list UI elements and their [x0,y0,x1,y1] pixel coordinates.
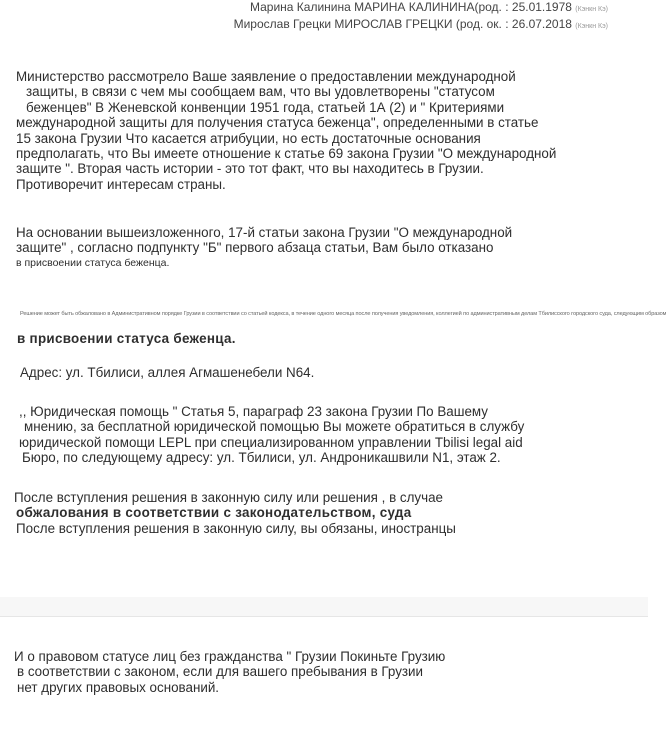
header-line-2 [234,17,608,31]
page-divider [0,616,648,617]
text-line: защите ". Вторая часть истории - это тот факт, что вы находитесь в Грузии. [16,161,484,177]
refusal-paragraph [16,225,512,271]
text-line: в соответствии с законом, если для вашего пребывания в Грузии [17,664,424,680]
page-gap [0,597,648,617]
text-line: На основании вышеизложенного, 17-й статьи закона Грузии "О международной [16,225,513,240]
text-line: юридической помощи LEPL при специализированном управлении Tbilisi legal aid [19,434,523,450]
after-decision-paragraph [14,490,456,536]
text-line: Министерство рассмотрело Ваше заявление о предоставлении международной [16,69,516,84]
text-line: защите" , согласно подпункту "Б" первого абзаца статьи, Вам было отказано [16,240,494,256]
header-name-1: Марина Калинина МАРИНА КАЛИНИНА(род. : 25.01.1978 [249,0,572,14]
text-line: мнению, за бесплатной юридической помощью Вы можете обратиться в службу [24,419,525,435]
text-line: Бюро, по следующему адресу: ул. Тбилиси, ул. Андроникашвили N1, этаж 2. [22,450,501,466]
text-line: защиты, в связи с чем мы сообщаем вам, что вы удовлетворены "статусом [26,84,495,100]
text-line: предполагать, что Вы имеете отношение к статье 69 закона Грузии "О международной [16,146,557,162]
legal-aid-paragraph [16,404,524,466]
text-line: 15 закона Грузии Что касается атрибуции, но есть достаточные основания [16,130,481,146]
text-line: беженцев" В Женевской конвенции 1951 года, статьей 1А (2) и " Критериями [26,99,505,115]
header-note-1: (Кэнкн Кэ) [575,6,608,13]
text-line: Противоречит интересам страны. [16,176,226,192]
text-line: международной защиты для получения статуса беженца", определенными в статье [16,115,539,131]
header-note-2: (Кэнкн Кэ) [575,23,608,30]
text-line: После вступления решения в законную силу, вы обязаны, иностранцы [16,520,456,536]
refusal-status-line: в присвоении статуса беженца. [17,331,236,346]
text-line: И о правовом статусе лиц без гражданства " Грузии Покиньте Грузию [14,649,446,664]
text-line: ,, Юридическая помощь " Статья 5, параграф 23 закона Грузии По Вашему [19,404,488,419]
appeal-fine-print: Решение может быть обжаловано в Административном порядке Грузии в соответствии со статьей кодекса, в течение одного месяца после получения уведомления, коллегией по административным делам Тбилисского городского суда, следующим образом [20,311,666,317]
text-line: нет других правовых оснований. [17,679,220,695]
court-address: Адрес: ул. Тбилиси, аллея Агмашенебели N64. [20,365,315,380]
decision-paragraph [16,69,556,192]
text-line: После вступления решения в законную силу или решения , в случае [14,490,443,505]
header-name-2: Мирослав Грецки МИРОСЛАВ ГРЕЦКИ (род. ок. : 26.07.2018 [233,17,572,31]
text-line: обжалования в соответствии с законодательством, суда [16,505,412,521]
header-line-1 [250,0,608,14]
text-line-small: в присвоении статуса беженца. [16,256,170,269]
leave-country-paragraph [14,649,445,695]
